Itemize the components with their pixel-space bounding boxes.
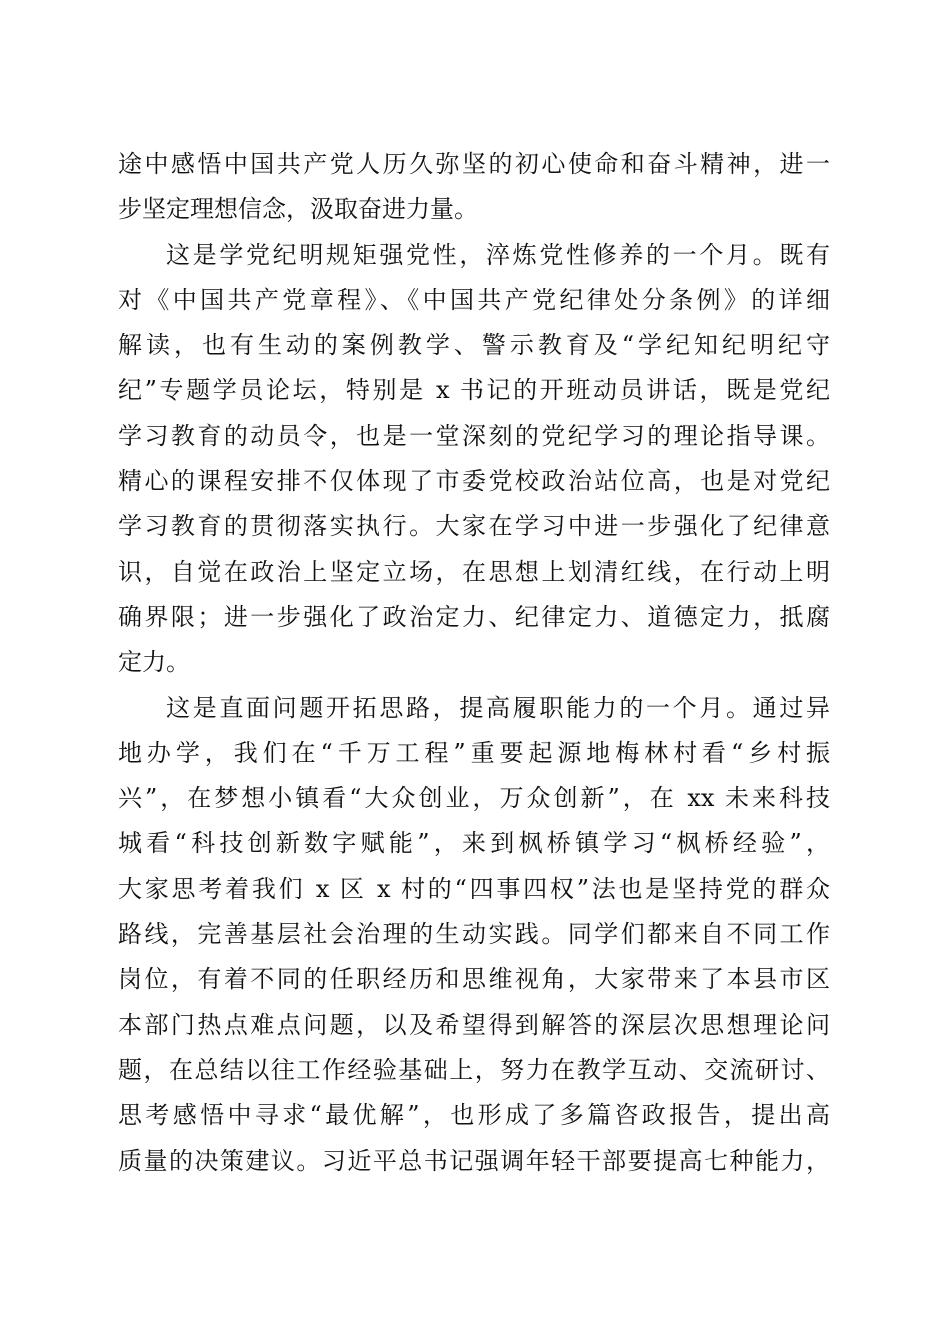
paragraph-2-line-4: 纪”专题学员论坛，特别是 x 书记的开班动员讲话，既是党纪 <box>118 376 830 405</box>
paragraph-3-line-1: 这是直面问题开拓思路，提高履职能力的一个月。通过异 <box>166 693 830 722</box>
paragraph-3-line-4: 城看“科技创新数字赋能”，来到枫桥镇学习“枫桥经验”， <box>118 829 830 858</box>
paragraph-3-line-9: 题，在总结以往工作经验基础上，努力在教学互动、交流研讨、 <box>118 1055 830 1084</box>
paragraph-2-line-5: 学习教育的动员令，也是一堂深刻的党纪学习的理论指导课。 <box>118 421 830 450</box>
paragraph-3-line-6: 路线，完善基层社会治理的生动实践。同学们都来自不同工作 <box>118 920 830 949</box>
paragraph-2-line-6: 精心的课程安排不仅体现了市委党校政治站位高，也是对党纪 <box>118 467 830 496</box>
paragraph-2-line-10: 定力。 <box>118 648 190 677</box>
paragraph-2-line-8: 识，自觉在政治上坚定立场，在思想上划清红线，在行动上明 <box>118 557 830 586</box>
paragraph-3-line-7: 岗位，有着不同的任职经历和思维视角，大家带来了本县市区 <box>118 965 830 994</box>
paragraph-3-line-5: 大家思考着我们 x 区 x 村的“四事四权”法也是坚持党的群众 <box>118 874 830 903</box>
paragraph-3-line-8: 本部门热点难点问题，以及希望得到解答的深层次思想理论问 <box>118 1010 830 1039</box>
paragraph-3-line-3: 兴”，在梦想小镇看“大众创业，万众创新”，在 xx 未来科技 <box>118 784 830 813</box>
paragraph-2-line-2: 对《中国共产党章程》、《中国共产党纪律处分条例》的详细 <box>118 285 830 314</box>
body-text <box>118 142 830 1184</box>
paragraph-2-line-9: 确界限；进一步强化了政治定力、纪律定力、道德定力，抵腐 <box>118 602 830 631</box>
paragraph-1-line-2: 步坚定理想信念，汲取奋进力量。 <box>118 195 478 224</box>
paragraph-3-line-10: 思考感悟中寻求“最优解”，也形成了多篇咨政报告，提出高 <box>118 1101 830 1130</box>
paragraph-2-line-7: 学习教育的贯彻落实执行。大家在学习中进一步强化了纪律意 <box>118 512 830 541</box>
paragraph-3-line-2: 地办学，我们在“千万工程”重要起源地梅林村看“乡村振 <box>118 738 830 767</box>
paragraph-1-line-1: 途中感悟中国共产党人历久弥坚的初心使命和奋斗精神，进一 <box>118 150 830 178</box>
paragraph-2-line-3: 解读，也有生动的案例教学、警示教育及“学纪知纪明纪守 <box>118 331 830 360</box>
paragraph-3-line-11: 质量的决策建议。习近平总书记强调年轻干部要提高七种能力， <box>118 1146 830 1175</box>
paragraph-2-line-1: 这是学党纪明规矩强党性，淬炼党性修养的一个月。既有 <box>166 240 830 269</box>
